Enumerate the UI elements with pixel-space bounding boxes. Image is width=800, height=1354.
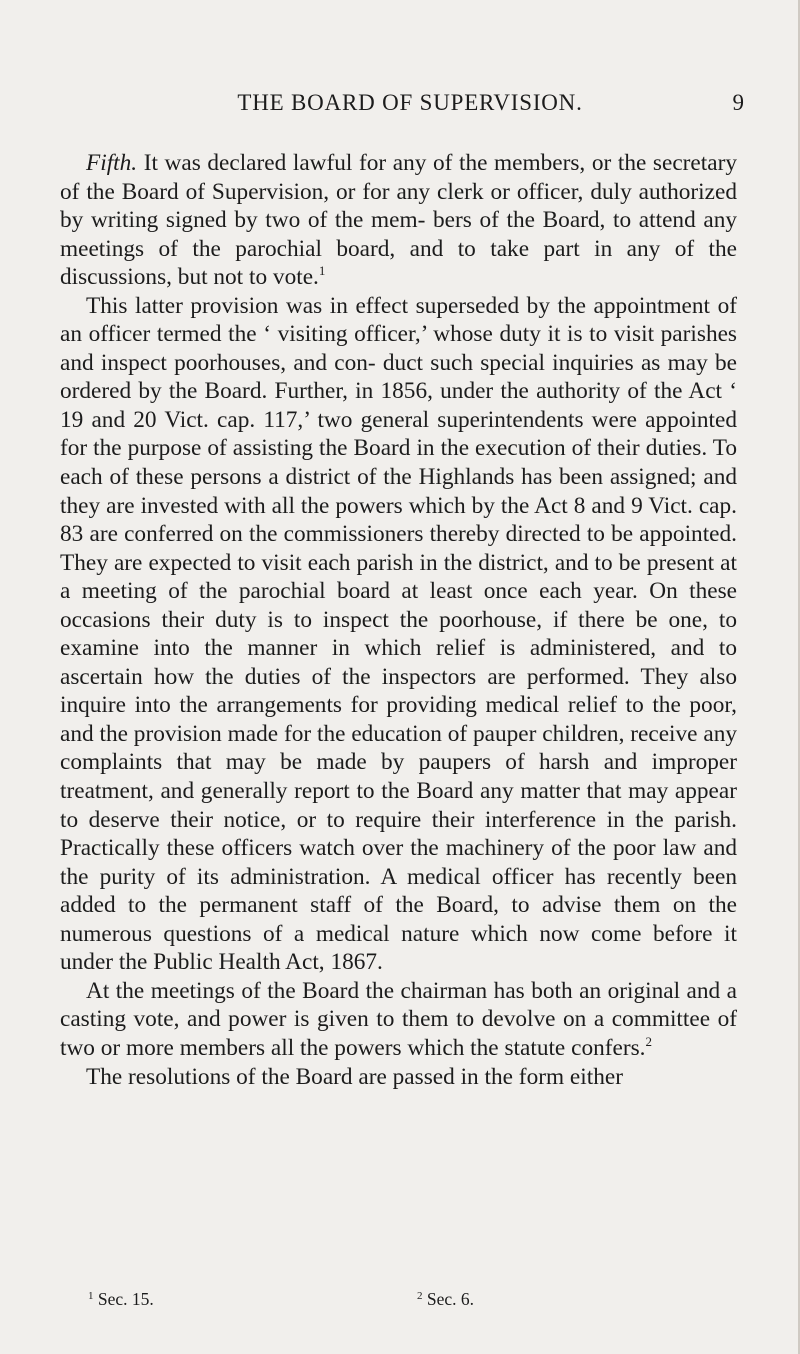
footnote bbox=[417, 1289, 474, 1310]
page-header bbox=[60, 90, 760, 124]
paragraph-lead: Fifth. bbox=[86, 150, 138, 176]
footnote-mark: 1 bbox=[88, 1290, 94, 1302]
footnote-text: Sec. 6. bbox=[426, 1289, 475, 1309]
footnote-text: Sec. 15. bbox=[97, 1289, 154, 1309]
paragraph-meetings bbox=[60, 977, 737, 1063]
footnote-mark: 2 bbox=[417, 1290, 423, 1302]
footnote bbox=[88, 1289, 154, 1310]
paragraph-resolutions bbox=[60, 1063, 737, 1092]
footnote-ref: 1 bbox=[318, 263, 326, 279]
paragraph-text: The resolutions of the Board are passed in the form either bbox=[86, 1063, 623, 1090]
paragraph-fifth bbox=[60, 149, 737, 292]
body-text bbox=[60, 149, 737, 1091]
paragraph-visiting-officer bbox=[60, 292, 737, 977]
paragraph-text: At the meetings of the Board the chairman has both an original and a casting vote, and power is given to them to devolve on a committee of two or more members all the powers which the statute confers. bbox=[60, 977, 737, 1061]
running-head: THE BOARD OF SUPERVISION. bbox=[237, 90, 583, 115]
paragraph-text: It was declared lawful for any of the members, or the secretary of the Board of Supervision, or for any clerk or officer, duly authorized by writing signed by two of the mem- bers of the Board, to attend any meetings of the parochial board, and to take part in any of the discussions, but not to vote. bbox=[60, 150, 737, 291]
footnote-ref: 2 bbox=[645, 1033, 652, 1049]
footnotes bbox=[60, 1289, 737, 1313]
page-number: 9 bbox=[732, 90, 744, 115]
paragraph-text: This latter provision was in effect superseded by the appointment of an officer termed the ‘ visiting officer,’ whose duty it is to visit parishes and inspect poorhouses, and con- duct such special inquiries as may be ordered by the Board. Further, in 1856, under the authority of the Act ‘ 19 and 20 Vict. cap. 117,’ two general superintendents were appointed for the purpose of assisting the Board in the execution of their duties. To each of these persons a district of the Highlands has been assigned; and they are invested with all the powers which by the Act 8 and 9 Vict. cap. 83 are conferred on the commissioners thereby directed to be appointed. They are expected to visit each parish in the district, and to be present at a meeting of the parochial board at least once each year. On these occasions their duty is to inspect the poorhouse, if there be one, to examine into the manner in which relief is administered, and to ascertain how the duties of the inspectors are performed. They also inquire into the arrangements for providing medical relief to the poor, and the provision made for the education of pauper children, receive any complaints that may be made by paupers of harsh and improper treatment, and generally report to the Board any matter that may appear to deserve their notice, or to require their interference in the parish. Practically these officers watch over the machinery of the poor law and the purity of its administration. A medical officer has recently been added to the permanent staff of the Board, to advise them on the numerous questions of a medical nature which now come before it under the Public Health Act, 1867. bbox=[60, 292, 737, 976]
